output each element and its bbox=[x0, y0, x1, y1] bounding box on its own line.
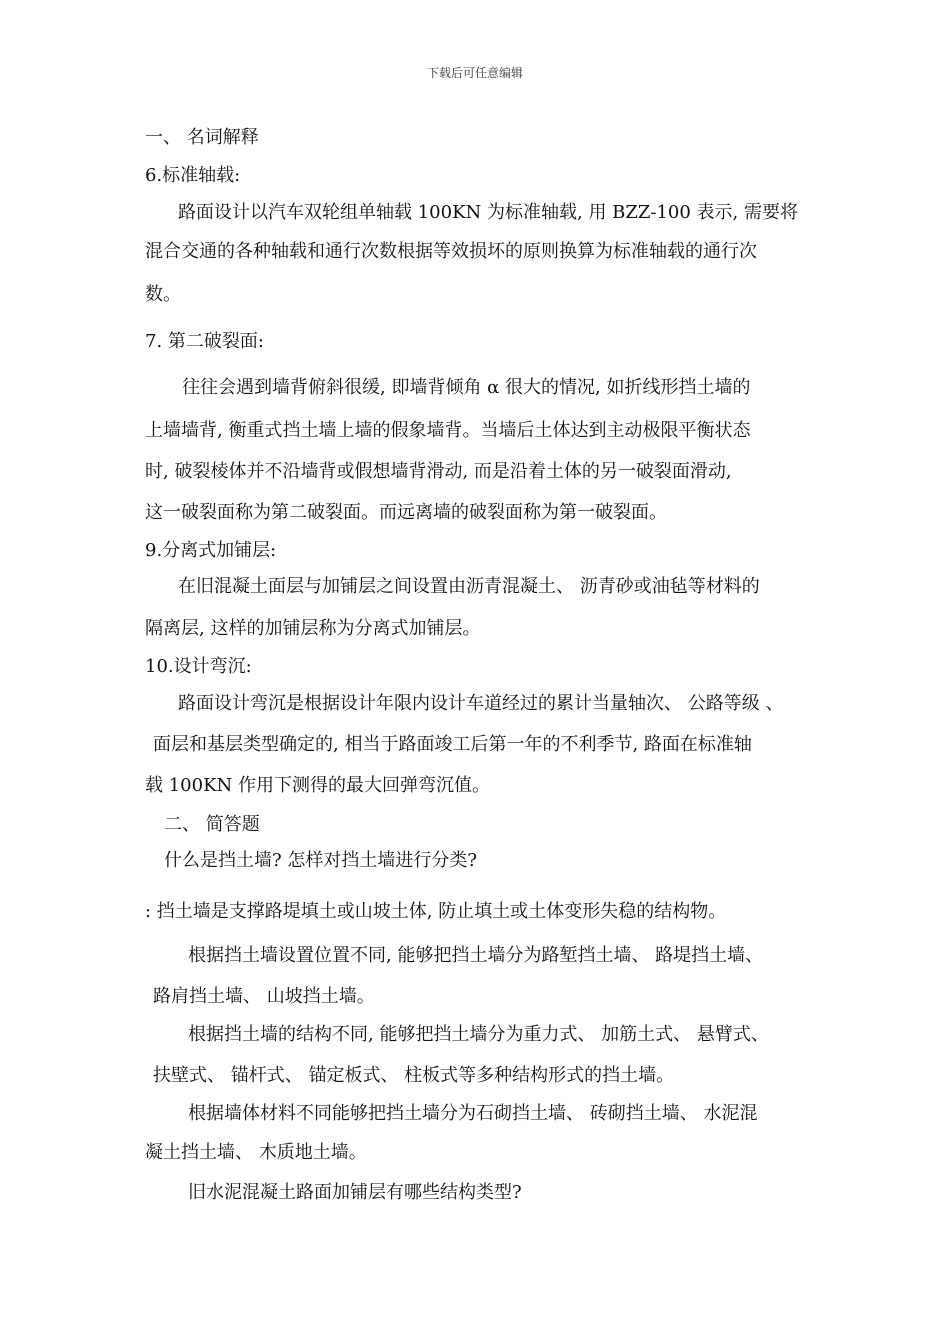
term-title-standard-axle-load: 6.标准轴载: bbox=[145, 165, 241, 186]
answer-line: 根据挡土墙设置位置不同, 能够把挡土墙分为路堑挡土墙、 路堤挡土墙、 bbox=[188, 945, 764, 966]
paragraph-line: 时, 破裂棱体并不沿墙背或假想墙背滑动, 而是沿着土体的另一破裂面滑动, bbox=[145, 461, 732, 482]
question-2: 旧水泥混凝土路面加铺层有哪些结构类型? bbox=[188, 1182, 522, 1203]
paragraph-line: 在旧混凝土面层与加铺层之间设置由沥青混凝土、 沥青砂或油毡等材料的 bbox=[178, 576, 760, 597]
answer-line: 根据墙体材料不同能够把挡土墙分为石砌挡土墙、 砖砌挡土墙、 水泥混 bbox=[188, 1103, 758, 1124]
paragraph-line: 数。 bbox=[145, 284, 181, 305]
section-heading-2: 二、 简答题 bbox=[164, 814, 260, 835]
paragraph-line: 混合交通的各种轴载和通行次数根据等效损坏的原则换算为标准轴载的通行次 bbox=[145, 241, 757, 262]
answer-line: 路肩挡土墙、 山坡挡土墙。 bbox=[153, 986, 375, 1007]
page-header: 下载后可任意编辑 bbox=[426, 66, 523, 80]
section-heading-1: 一、 名词解释 bbox=[145, 127, 259, 148]
answer-line: 凝土挡土墙、 木质地土墙。 bbox=[145, 1142, 367, 1163]
term-title-second-failure-plane: 7. 第二破裂面: bbox=[145, 331, 264, 352]
paragraph-line: 上墙墙背, 衡重式挡土墙上墙的假象墙背。当墙后土体达到主动极限平衡状态 bbox=[145, 420, 751, 441]
paragraph-line: 路面设计弯沉是根据设计年限内设计车道经过的累计当量轴次、 公路等级 、 bbox=[178, 693, 784, 714]
answer-line: 根据挡土墙的结构不同, 能够把挡土墙分为重力式、 加筋土式、 悬臂式、 bbox=[188, 1024, 769, 1045]
paragraph-line: 这一破裂面称为第二破裂面。而远离墙的破裂面称为第一破裂面。 bbox=[145, 502, 667, 523]
paragraph-line: 面层和基层类型确定的, 相当于路面竣工后第一年的不利季节, 路面在标准轴 bbox=[153, 734, 752, 755]
answer-line: 扶壁式、 锚杆式、 锚定板式、 柱板式等多种结构形式的挡土墙。 bbox=[153, 1065, 675, 1086]
paragraph-line: 往往会遇到墙背俯斜很缓, 即墙背倾角 α 很大的情况, 如折线形挡土墙的 bbox=[182, 377, 751, 398]
paragraph-line: 载 100KN 作用下测得的最大回弹弯沉值。 bbox=[145, 775, 490, 796]
term-title-separated-overlay: 9.分离式加铺层: bbox=[145, 540, 277, 561]
paragraph-line: 路面设计以汽车双轮组单轴载 100KN 为标准轴载, 用 BZZ-100 表示, 需要将 bbox=[178, 202, 799, 223]
paragraph-line: 隔离层, 这样的加铺层称为分离式加铺层。 bbox=[145, 618, 481, 639]
term-title-design-deflection: 10.设计弯沉: bbox=[145, 656, 252, 677]
answer-line: : 挡土墙是支撑路堤填土或山坡土体, 防止填土或土体变形失稳的结构物。 bbox=[145, 901, 727, 922]
question-1: 什么是挡土墙? 怎样对挡土墙进行分类? bbox=[164, 850, 478, 871]
